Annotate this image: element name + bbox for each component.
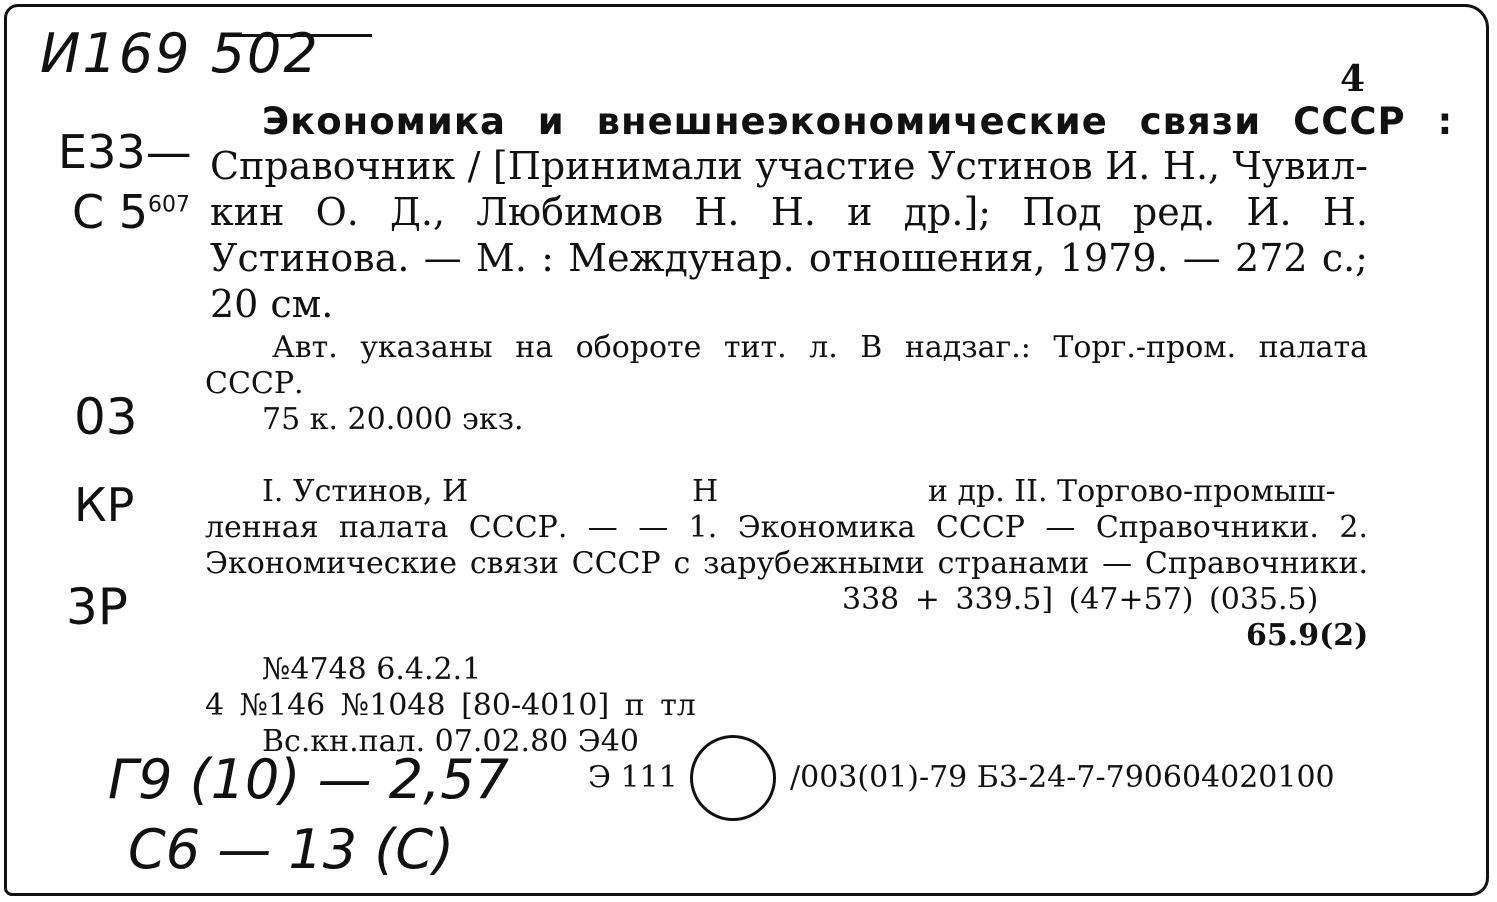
- handwritten-bottom-line-1: Г9 (10) — 2,57: [108, 748, 510, 811]
- entry-line-4: Устинова. — М. : Междунар. отношения, 1979. — 272 с.;: [210, 236, 1368, 280]
- entry-line-2: Справочник / [Принимали участие Устинов И. Н., Чувил-: [210, 144, 1368, 188]
- handwritten-underline: [232, 34, 372, 37]
- imprint-line-3: Вс.кн.пал. 07.02.80 Э40: [262, 724, 639, 759]
- card-number: 4: [1340, 58, 1366, 100]
- notes-line-2: СССР.: [205, 366, 304, 401]
- entry-title-line: Экономика и внешнеэкономические связи СССР :: [262, 100, 1454, 143]
- tracing-line-1a: I. Устинов, И: [262, 474, 469, 509]
- imprint-line-1: №4748 6.4.2.1: [262, 652, 482, 687]
- tracing-line-1b: Н: [692, 474, 719, 509]
- classification-1: 338 + 339.5] (47+57) (035.5): [842, 582, 1319, 617]
- handwritten-note-zr: 3Р: [66, 578, 128, 636]
- punched-hole: [690, 735, 776, 821]
- handwritten-class-mark-2: С $5^{607}$: [72, 185, 191, 239]
- imprint-line-2: 4 №146 №1048 [80-4010] п тл: [205, 688, 696, 723]
- tracing-line-3: Экономические связи СССР с зарубежными странами — Справочники.: [205, 546, 1368, 581]
- handwritten-note-03: 03: [74, 388, 138, 446]
- classification-2: 65.9(2): [1246, 618, 1369, 653]
- imprint-line-4a: Э 111: [588, 760, 678, 795]
- notes-line-1: Авт. указаны на обороте тит. л. В надзаг.: Торг.-пром. палата: [272, 330, 1368, 365]
- handwritten-note-kr: КР: [74, 478, 135, 532]
- tracing-line-1c: и др. II. Торгово-промыш-: [928, 474, 1336, 509]
- imprint-line-4b: /003(01)-79 Б3-24-7-790604020100: [790, 760, 1335, 795]
- entry-line-3: кин О. Д., Любимов Н. Н. и др.]; Под ред. И. Н.: [210, 190, 1368, 234]
- entry-line-5: 20 см.: [210, 282, 334, 326]
- handwritten-top-number: И169 502: [40, 22, 320, 85]
- handwritten-class-mark-1: Е33—: [58, 125, 192, 179]
- tracing-line-2: ленная палата СССР. — — 1. Экономика СССР — Справочники. 2.: [205, 510, 1368, 545]
- price-copies: 75 к. 20.000 экз.: [262, 402, 524, 437]
- handwritten-bottom-line-2: С6 — 13 (С): [128, 818, 455, 881]
